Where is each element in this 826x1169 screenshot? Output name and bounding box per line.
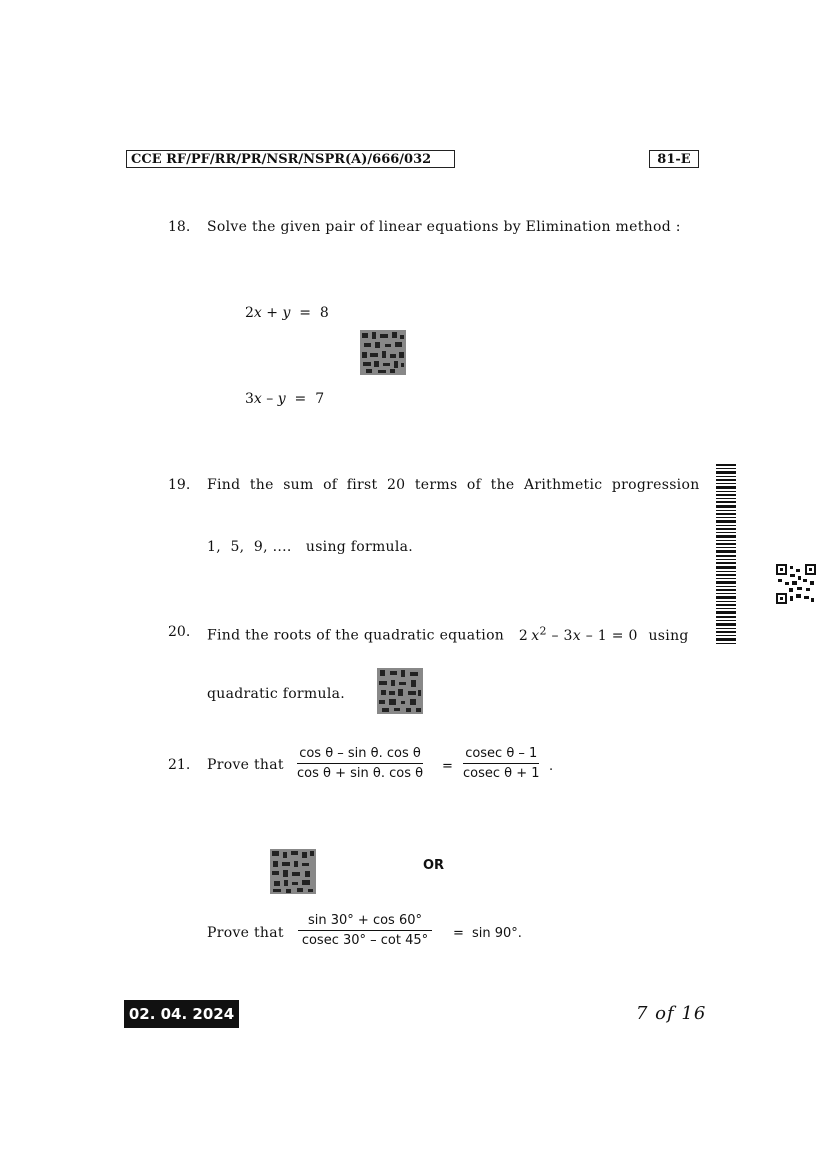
prove-that-label: Prove that [207,757,284,773]
lhs-denominator: cos θ + sin θ. cos θ [297,766,424,781]
alt-denominator: cosec 30° – cot 45° [301,933,429,948]
rhs-numerator: cosec θ – 1 [463,746,539,764]
end-period: . [549,759,554,774]
question-19-line-1: Find the sum of first 20 terms of the Arithmetic progression [207,477,700,493]
qr-code-icon [360,330,406,375]
question-20-line-1: Find the roots of the quadratic equation 2 $x^2 - 3x - 1 = 0$ using [207,624,689,644]
question-20-line-2: quadratic formula. [207,686,345,702]
alt-rhs: sin 90°. [472,926,522,941]
question-number-20: 20. [168,624,191,640]
equation-1: 2x + y = 8 [245,305,329,321]
alt-fraction [298,913,432,948]
question-number-18: 18. [168,219,191,235]
qr-code-icon [776,564,816,604]
paper-code: CCE RF/PF/RR/PR/NSR/NSPR(A)/666/032 [126,150,455,168]
question-19-line-2: 1, 5, 9, .... using formula. [207,539,414,555]
identity-rhs-fraction [461,746,542,781]
quadratic-equation: 2 $x^2 - 3x - 1 = 0$ [518,624,638,644]
identity-lhs-fraction [295,746,425,781]
alt-equals-sign: = [453,926,464,941]
exam-date-badge: 02. 04. 2024 [124,1000,239,1028]
paper-number: 81-E [649,150,699,168]
alt-numerator: sin 30° + cos 60° [298,913,432,931]
qr-code-icon [270,849,316,894]
rhs-denominator: cosec θ + 1 [463,766,540,781]
question-number-21: 21. [168,757,191,773]
equation-2: 3x – y = 7 [245,391,325,407]
qr-code-icon [377,668,423,714]
lhs-numerator: cos θ – sin θ. cos θ [297,746,423,764]
alt-prove-that-label: Prove that [207,925,284,941]
barcode-icon [716,464,736,646]
equals-sign: = [442,759,453,774]
question-number-19: 19. [168,477,191,493]
page-number: 7 of 16 [636,1003,707,1024]
or-separator: OR [423,858,445,873]
question-18-text: Solve the given pair of linear equations by Elimination method : [207,219,681,235]
